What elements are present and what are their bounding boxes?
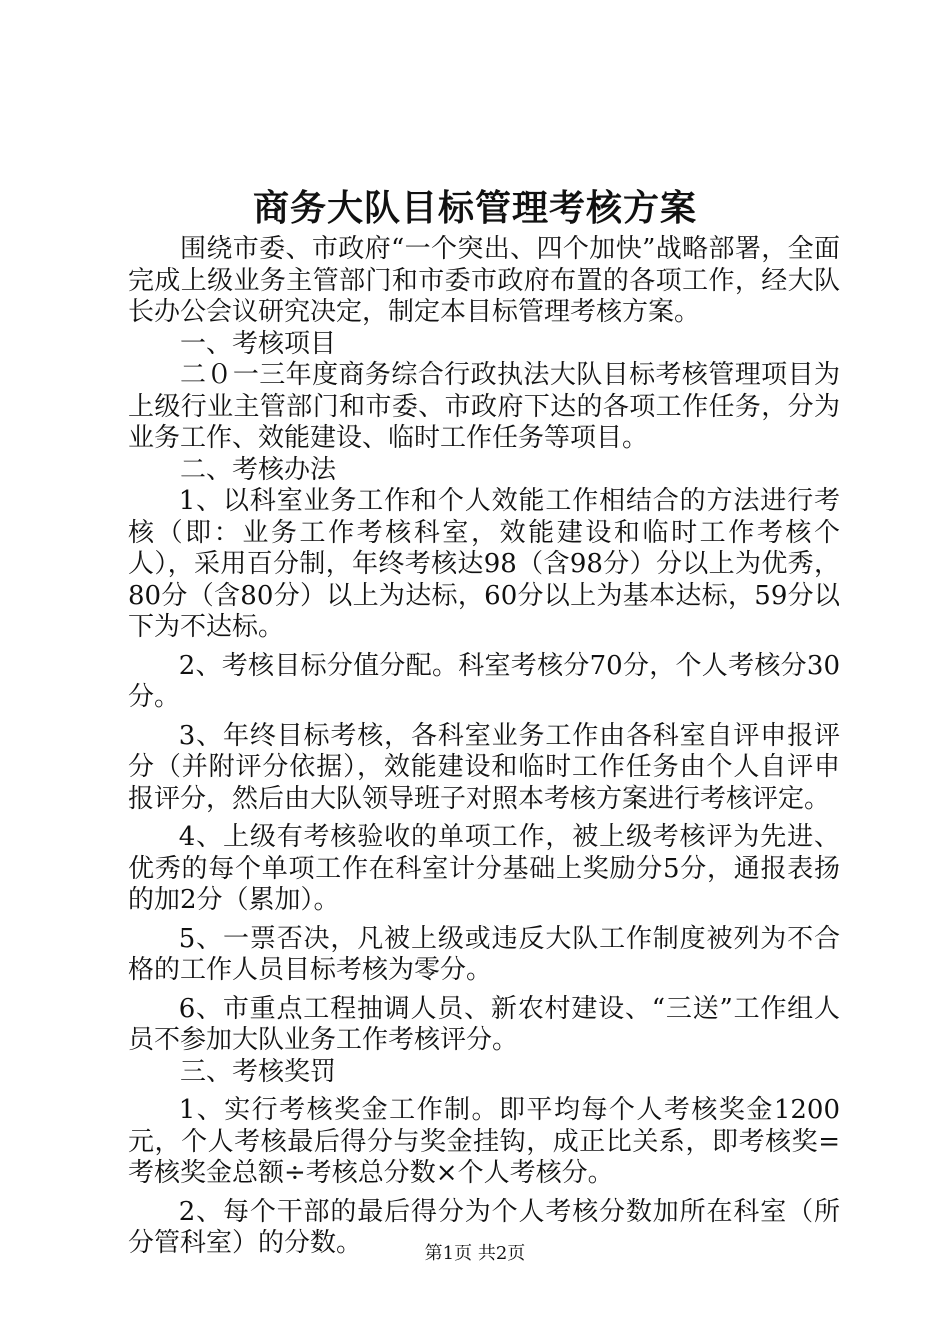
paragraph-method-4: 4、上级有考核验收的单项工作，被上级考核评为先进、优秀的每个单项工作在科室计分基础上奖励分5分，通报表扬的加2分（累加）。 <box>128 822 840 915</box>
paragraph-method-6: 6、市重点工程抽调人员、新农村建设、“三送”工作组人员不参加大队业务工作考核评分。 <box>128 993 840 1055</box>
section-heading-3: 三、考核奖罚 <box>180 1056 337 1087</box>
paragraph-method-2: 2、考核目标分值分配。科室考核分70分，个人考核分30分。 <box>128 650 840 712</box>
intro-paragraph: 围绕市委、市政府“一个突出、四个加快”战略部署，全面完成上级业务主管部门和市委市政府布置的各项工作，经大队长办公会议研究决定，制定本目标管理考核方案。 <box>128 234 840 327</box>
paragraph-reward-1: 1、实行考核奖金工作制。即平均每个人考核奖金1200元，个人考核最后得分与奖金挂钩，成正比关系，即考核奖=考核奖金总额÷考核总分数×个人考核分。 <box>128 1095 840 1188</box>
page-number-footer: 第1页 共2页 <box>424 1243 526 1264</box>
paragraph-method-5: 5、一票否决，凡被上级或违反大队工作制度被列为不合格的工作人员目标考核为零分。 <box>128 923 840 985</box>
section-heading-2: 二、考核办法 <box>180 454 337 485</box>
document-body <box>128 234 840 1260</box>
paragraph-assessment-items: 二０一三年度商务综合行政执法大队目标考核管理项目为上级行业主管部门和市委、市政府下达的各项工作任务，分为业务工作、效能建设、临时工作任务等项目。 <box>128 360 840 453</box>
paragraph-reward-2: 2、每个干部的最后得分为个人考核分数加所在科室（所分管科室）的分数。 <box>128 1196 840 1258</box>
paragraph-method-3: 3、年终目标考核，各科室业务工作由各科室自评申报评分（并附评分依据），效能建设和临时工作任务由个人自评申报评分，然后由大队领导班子对照本考核方案进行考核评定。 <box>128 720 840 814</box>
paragraph-method-1: 1、以科室业务工作和个人效能工作相结合的方法进行考核（即：业务工作考核科室，效能建设和临时工作考核个人），采用百分制，年终考核达98（含98分）分以上为优秀，80分（含80分）以上为达标，60分以上为基本达标，59分以下为不达标。 <box>128 486 840 642</box>
section-heading-1: 一、考核项目 <box>180 328 337 359</box>
document-title: 商务大队目标管理考核方案 <box>252 187 697 229</box>
